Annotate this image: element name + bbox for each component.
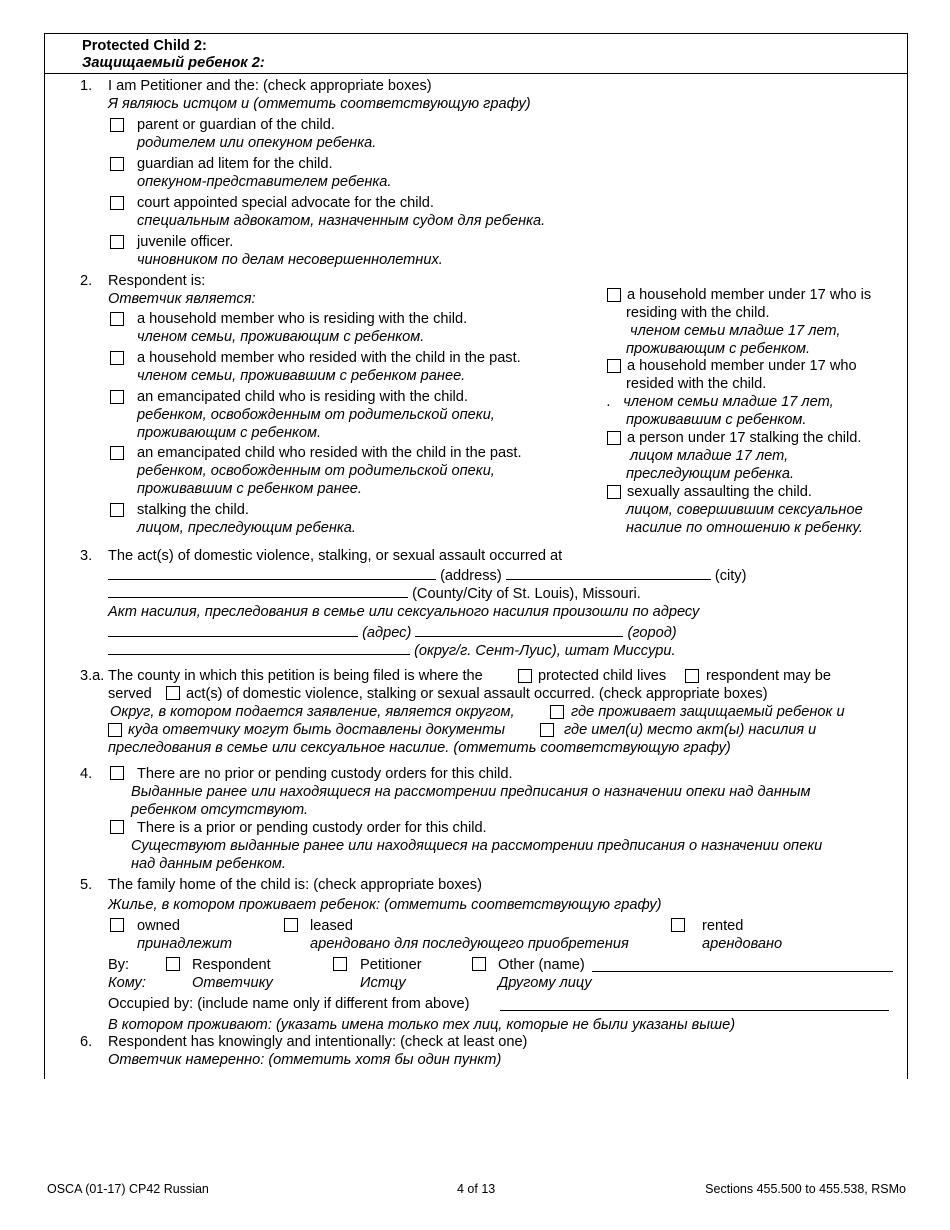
s2-emancipated-past-label-ru: ребенком, освобожденным от родительской опеки, (137, 463, 495, 479)
s5-number: 5. (80, 877, 93, 893)
s2-minor-past-label: a household member under 17 who (627, 358, 857, 374)
s3a-child-lives-label: protected child lives (538, 668, 667, 684)
s4-number: 4. (80, 766, 93, 782)
s5-other-label-ru: Другому лицу (498, 975, 592, 991)
s3a-text-ru: Округ, в котором подается заявление, является округом, (110, 704, 515, 720)
s2-minor-stalking-label-ru2: преследующим ребенка. (626, 466, 794, 482)
s3a-child-lives-label-ru: где проживает защищаемый ребенок и (571, 704, 845, 720)
s1-special-advocate-label: court appointed special advocate for the child. (137, 195, 434, 211)
s5-respondent-checkbox[interactable] (166, 957, 180, 971)
s3a-respondent-served-checkbox-ru[interactable] (108, 723, 122, 737)
s1-juvenile-officer-label-ru: чиновником по делам несовершеннолетних. (137, 252, 443, 268)
s1-parent-label: parent or guardian of the child. (137, 117, 335, 133)
s3a-text-ru-3: преследования в семье или сексуальное насилие. (отметить соответствующую графу) (108, 740, 731, 756)
s2-household-past-label: a household member who resided with the child in the past. (137, 350, 521, 366)
s5-rented-checkbox[interactable] (671, 918, 685, 932)
s2-minor-residing-label: a household member under 17 who is (627, 287, 872, 303)
s5-by-label: By: (108, 957, 130, 973)
s5-respondent-label-ru: Ответчику (192, 975, 273, 991)
s2-emancipated-residing-label-ru2: проживающим с ребенком. (137, 425, 322, 441)
s2-minor-residing-checkbox[interactable] (607, 288, 621, 302)
s5-leased-label-ru: арендовано для последующего приобретения (310, 936, 629, 952)
s2-minor-residing-label-2: residing with the child. (626, 305, 770, 321)
s3-address-field-ru[interactable] (108, 623, 358, 637)
s2-stalking-label: stalking the child. (137, 502, 249, 518)
s2-minor-past-label-ru: . членом семьи младше 17 лет, (607, 394, 834, 410)
s3-county-line-ru (108, 641, 676, 660)
s1-parent-checkbox[interactable] (110, 118, 124, 132)
s3-text-ru: Акт насилия, преследования в семье или сексуального насилия произошли по адресу (108, 604, 700, 620)
s1-question-ru: Я являюсь истцом и (отметить соответствующую графу) (108, 96, 531, 112)
s2-household-residing-label: a household member who is residing with the child. (137, 311, 468, 327)
s3-county-field[interactable] (108, 584, 408, 598)
s1-parent-label-ru: родителем или опекуном ребенка. (137, 135, 377, 151)
s2-household-past-label-ru: членом семьи, проживавшим с ребенком ранее. (137, 368, 466, 384)
s2-emancipated-residing-label-ru: ребенком, освобожденным от родительской опеки, (137, 407, 495, 423)
s2-sexual-assault-label-ru2: насилие по отношению к ребенку. (626, 520, 863, 536)
s5-other-checkbox[interactable] (472, 957, 486, 971)
s1-special-advocate-label-ru: специальным адвокатом, назначенным судом для ребенка. (137, 213, 546, 229)
footer-page-number: 4 of 13 (457, 1182, 496, 1196)
s2-minor-past-label-2: resided with the child. (626, 376, 767, 392)
s5-question-en: The family home of the child is: (check appropriate boxes) (108, 877, 482, 893)
s5-question-ru: Жилье, в котором проживает ребенок: (отметить соответствующую графу) (108, 897, 662, 913)
s5-leased-label: leased (310, 918, 354, 934)
s4-no-orders-label: There are no prior or pending custody orders for this child. (137, 766, 513, 782)
s3-address-line (108, 566, 746, 585)
s2-sexual-assault-checkbox[interactable] (607, 485, 621, 499)
s3a-acts-occurred-checkbox-ru[interactable] (540, 723, 554, 737)
s2-minor-past-label-ru2: проживавшим с ребенком. (626, 412, 807, 428)
s3a-acts-occurred-checkbox[interactable] (166, 686, 180, 700)
s3a-child-lives-checkbox[interactable] (518, 669, 532, 683)
s5-occupied-field[interactable] (500, 996, 889, 1011)
s3a-respondent-served-label: respondent may be (706, 668, 831, 684)
s5-occupied-label-ru: В котором проживают: (указать имена только тех лиц, которые не были указаны выше) (108, 1017, 736, 1033)
s2-minor-stalking-checkbox[interactable] (607, 431, 621, 445)
s4-prior-order-label-ru2: над данным ребенком. (131, 856, 286, 872)
s3-city-label-ru: (город) (627, 625, 677, 641)
s2-household-past-checkbox[interactable] (110, 351, 124, 365)
s4-prior-order-label-ru: Существуют выданные ранее или находящиеся на рассмотрении предписания о назначении опеки (131, 838, 823, 854)
s3-address-label-ru: (адрес) (362, 625, 412, 641)
s6-question-en: Respondent has knowingly and intentionally: (check at least one) (108, 1034, 528, 1050)
s2-number: 2. (80, 273, 93, 289)
s4-no-orders-checkbox[interactable] (110, 766, 124, 780)
footer-statute: Sections 455.500 to 455.538, RSMo (705, 1182, 906, 1196)
section-header (45, 34, 907, 74)
s5-owned-checkbox[interactable] (110, 918, 124, 932)
s3a-respondent-served-checkbox[interactable] (685, 669, 699, 683)
s3-city-label: (city) (714, 568, 747, 584)
s3a-text-en: The county in which this petition is being filed is where the (108, 668, 483, 684)
s5-petitioner-label: Petitioner (360, 957, 422, 973)
s3a-child-lives-checkbox-ru[interactable] (550, 705, 564, 719)
s2-minor-residing-label-ru: членом семьи младше 17 лет, (626, 323, 841, 339)
s5-owned-label: owned (137, 918, 181, 934)
s3-address-line-ru (108, 623, 677, 642)
s3-city-field[interactable] (506, 566, 711, 580)
s1-juvenile-officer-checkbox[interactable] (110, 235, 124, 249)
s1-guardian-ad-litem-checkbox[interactable] (110, 157, 124, 171)
s1-guardian-ad-litem-label-ru: опекуном-представителем ребенка. (137, 174, 392, 190)
s5-by-label-ru: Кому: (108, 975, 146, 991)
s5-rented-label: rented (702, 918, 744, 934)
s5-respondent-label: Respondent (192, 957, 271, 973)
s1-question-en: I am Petitioner and the: (check appropriate boxes) (108, 78, 432, 94)
s1-special-advocate-checkbox[interactable] (110, 196, 124, 210)
s5-leased-checkbox[interactable] (284, 918, 298, 932)
header-title-en: Protected Child 2: (82, 38, 207, 54)
s2-sexual-assault-label: sexually assaulting the child. (627, 484, 812, 500)
s1-guardian-ad-litem-label: guardian ad litem for the child. (137, 156, 333, 172)
s2-minor-residing-label-ru2: проживающим с ребенком. (626, 341, 811, 357)
s3-city-field-ru[interactable] (415, 623, 623, 637)
s3-county-line (108, 584, 641, 603)
s5-rented-label-ru: арендовано (702, 936, 783, 952)
s5-occupied-label: Occupied by: (include name only if different from above) (108, 996, 470, 1012)
s2-stalking-checkbox[interactable] (110, 503, 124, 517)
s6-question-ru: Ответчик намеренно: (отметить хотя бы один пункт) (108, 1052, 502, 1068)
s4-no-orders-label-ru2: ребенком отсутствуют. (131, 802, 309, 818)
s2-emancipated-residing-label: an emancipated child who is residing with the child. (137, 389, 468, 405)
s2-minor-past-checkbox[interactable] (607, 359, 621, 373)
s3-text-en: The act(s) of domestic violence, stalking, or sexual assault occurred at (108, 548, 563, 564)
s2-emancipated-past-label: an emancipated child who resided with the child in the past. (137, 445, 522, 461)
s5-other-label: Other (name) (498, 957, 585, 973)
s3a-respondent-served-label-ru: куда ответчику могут быть доставлены документы (128, 722, 505, 738)
s2-emancipated-past-label-ru2: проживавшим с ребенком ранее. (137, 481, 362, 497)
s2-emancipated-past-checkbox[interactable] (110, 446, 124, 460)
s3-county-label-ru: (округ/г. Сент-Луис), штат Миссури. (414, 643, 676, 659)
s2-minor-stalking-label-ru: лицом младше 17 лет, (626, 448, 789, 464)
s5-owned-label-ru: принадлежит (137, 936, 232, 952)
s5-petitioner-label-ru: Истцу (360, 975, 406, 991)
s2-stalking-label-ru: лицом, преследующим ребенка. (137, 520, 356, 536)
s2-emancipated-residing-checkbox[interactable] (110, 390, 124, 404)
s3-county-label: (County/City of St. Louis), Missouri. (412, 586, 641, 602)
s2-household-residing-label-ru: членом семьи, проживающим с ребенком. (137, 329, 425, 345)
s2-minor-stalking-label: a person under 17 stalking the child. (627, 430, 862, 446)
s5-petitioner-checkbox[interactable] (333, 957, 347, 971)
header-title-ru: Защищаемый ребенок 2: (82, 55, 265, 71)
s4-no-orders-label-ru: Выданные ранее или находящиеся на рассмотрении предписания о назначении опеки над данным (131, 784, 811, 800)
s2-question-en: Respondent is: (108, 273, 206, 289)
s3a-served-label: served (108, 686, 152, 702)
s5-other-name-field[interactable] (592, 957, 893, 972)
s1-juvenile-officer-label: juvenile officer. (137, 234, 234, 250)
s2-household-residing-checkbox[interactable] (110, 312, 124, 326)
s4-prior-order-label: There is a prior or pending custody order for this child. (137, 820, 487, 836)
s3-county-field-ru[interactable] (108, 641, 410, 655)
s4-prior-order-checkbox[interactable] (110, 820, 124, 834)
s2-question-ru: Ответчик является: (108, 291, 256, 307)
s3-address-label: (address) (440, 568, 502, 584)
s3a-acts-occurred-label-ru: где имел(и) место акт(ы) насилия и (564, 722, 817, 738)
s3-address-field[interactable] (108, 566, 436, 580)
s3a-acts-occurred-label: act(s) of domestic violence, stalking or sexual assault occurred. (check appropriate boxes) (186, 686, 768, 702)
s3a-number: 3.a. (80, 668, 105, 684)
s3-number: 3. (80, 548, 93, 564)
s1-number: 1. (80, 78, 93, 94)
s6-number: 6. (80, 1034, 93, 1050)
s2-sexual-assault-label-ru: лицом, совершившим сексуальное (626, 502, 863, 518)
footer-form-id: OSCA (01-17) CP42 Russian (47, 1182, 209, 1196)
